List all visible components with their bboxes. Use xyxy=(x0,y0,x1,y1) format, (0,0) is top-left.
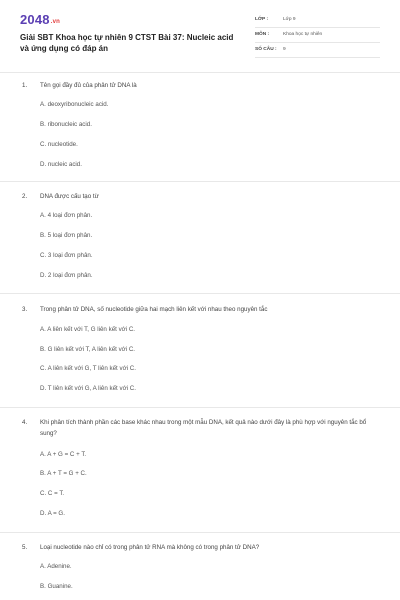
answer-option[interactable]: B. A + T = G + C. xyxy=(40,470,87,477)
meta-grade xyxy=(255,14,380,28)
answer-option[interactable]: B. ribonucleic acid. xyxy=(40,121,92,128)
answer-option[interactable]: B. G liên kết với T, A liên kết với C. xyxy=(40,346,136,353)
question-text: Loại nucleotide nào chỉ có trong phân tử RNA mà không có trong phân tử DNA? xyxy=(40,543,260,551)
question-number: 3. xyxy=(22,306,28,313)
answer-option[interactable]: D. 2 loại đơn phân. xyxy=(40,272,93,279)
answer-option[interactable]: A. A + G = C + T. xyxy=(40,451,87,458)
question-text: DNA được cấu tạo từ xyxy=(40,192,99,200)
answer-option[interactable]: B. 5 loại đơn phân. xyxy=(40,232,93,239)
question-divider xyxy=(0,293,400,294)
answer-option[interactable]: A. 4 loại đơn phân. xyxy=(40,212,93,219)
question-number: 2. xyxy=(22,193,28,200)
meta-subject xyxy=(255,29,380,43)
meta-label: MÔN : xyxy=(255,32,270,37)
question-number: 1. xyxy=(22,82,28,89)
answer-option[interactable]: B. Guanine. xyxy=(40,583,73,590)
answer-option[interactable]: C. 3 loại đơn phân. xyxy=(40,252,93,259)
answer-option[interactable]: A. A liên kết với T, G liên kết với C. xyxy=(40,326,136,333)
meta-label: SỐ CÂU : xyxy=(255,47,277,52)
meta-value: Lớp 9 xyxy=(283,17,296,22)
question-number: 4. xyxy=(22,419,28,426)
document-header xyxy=(0,0,400,72)
logo-suffix: .vn xyxy=(50,19,61,25)
answer-option[interactable]: C. A liên kết với G, T liên kết với C. xyxy=(40,365,136,372)
question-number: 5. xyxy=(22,544,28,551)
answer-option[interactable]: A. Adenine. xyxy=(40,563,72,570)
meta-value: 9 xyxy=(283,47,286,52)
question-divider xyxy=(0,407,400,408)
question-divider xyxy=(0,181,400,182)
answer-option[interactable]: D. A = G. xyxy=(40,510,65,517)
question-text: Trong phân tử DNA, số nucleotide giữa hai mạch liên kết với nhau theo nguyên tắc xyxy=(40,305,268,313)
answer-option[interactable]: D. nucleic acid. xyxy=(40,161,82,168)
question-text: Khi phân tích thành phần các base khác nhau trong một mẫu DNA, kết quả nào dưới đây là phù hợp với nguyên tắc bổ sung? xyxy=(40,418,367,437)
answer-option[interactable]: C. C = T. xyxy=(40,490,65,497)
meta-label: LỚP : xyxy=(255,17,269,22)
site-logo[interactable] xyxy=(20,12,60,27)
answer-option[interactable]: A. deoxyribonucleic acid. xyxy=(40,101,109,108)
answer-option[interactable]: C. nucleotide. xyxy=(40,141,78,148)
meta-question-count xyxy=(255,44,380,58)
header-divider xyxy=(0,72,400,73)
question-divider xyxy=(0,532,400,533)
question-text: Tên gọi đầy đủ của phân tử DNA là xyxy=(40,81,137,89)
meta-value: Khoa học tự nhiên xyxy=(283,32,323,37)
answer-option[interactable]: D. T liên kết với G, A liên kết với C. xyxy=(40,385,136,392)
logo-text: 2048 xyxy=(20,12,50,27)
document-title: Giải SBT Khoa học tự nhiên 9 CTST Bài 37: Nucleic acid và ứng dụng có đáp án xyxy=(20,33,234,53)
